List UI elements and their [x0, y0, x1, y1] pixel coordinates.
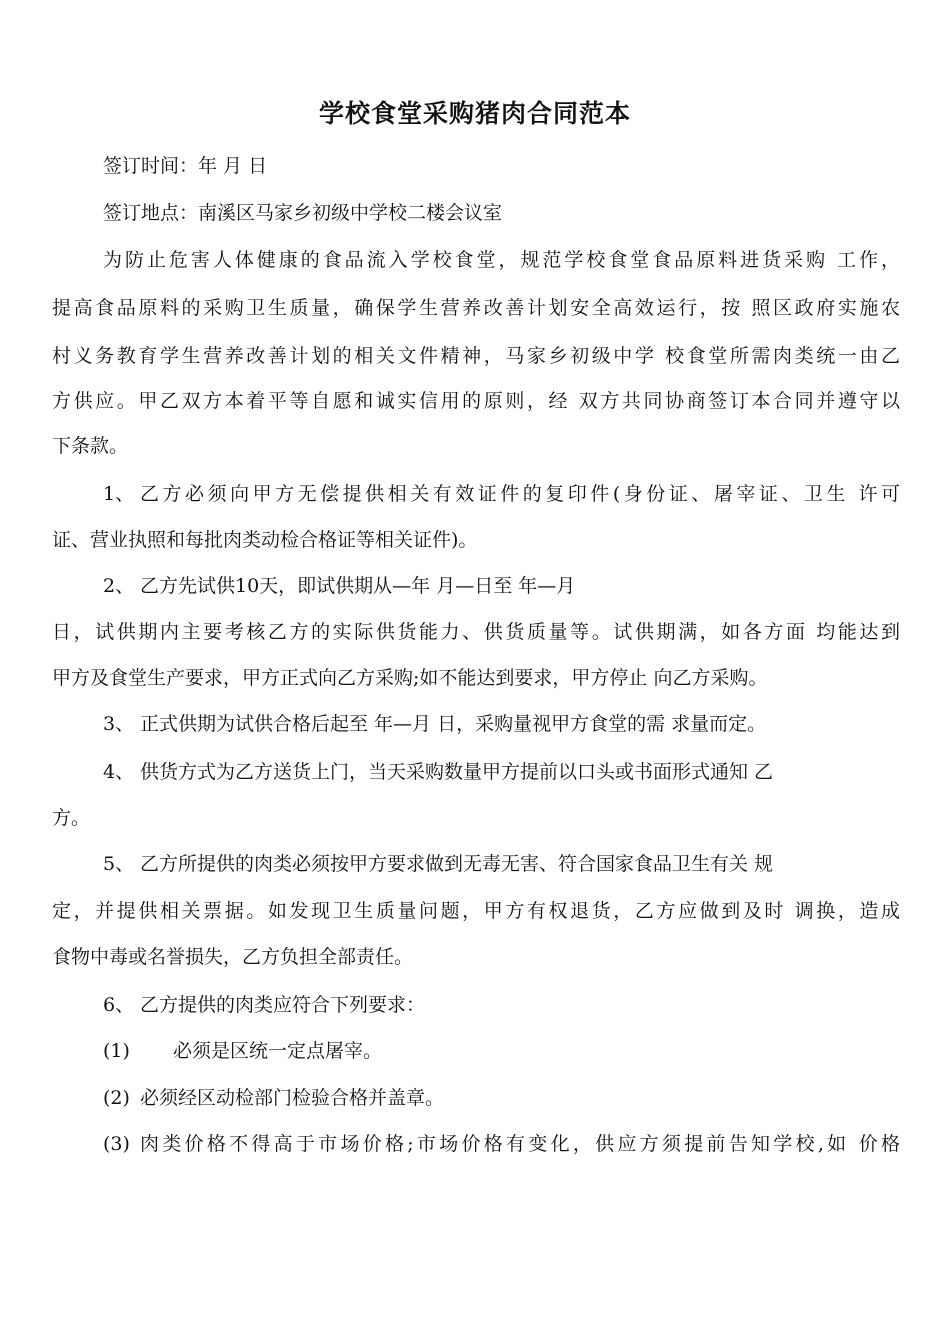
clause-number: 2、 — [103, 575, 135, 597]
clause-number: 6、 — [103, 994, 135, 1016]
clause-line: 日，试供期内主要考核乙方的实际供货能力、供货质量等。试供期满，如各方面 均能达到 — [52, 621, 900, 643]
clause-number: 3、 — [103, 713, 135, 735]
clause-number: 5、 — [103, 853, 135, 875]
intro-line: 提高食品原料的采购卫生质量，确保学生营养改善计划安全高效运行，按 照区政府实施农 — [52, 297, 900, 319]
intro-line: 下条款。 — [52, 435, 129, 457]
intro-line: 为防止危害人体健康的食品流入学校食堂，规范学校食堂食品原料进货采购 工作， — [103, 249, 900, 271]
clause-line: 供货方式为乙方送货上门，当天采购数量甲方提前以口头或书面形式通知 乙 — [140, 761, 774, 783]
clause-line: 方。 — [52, 807, 91, 829]
intro-line: 村义务教育学生营养改善计划的相关文件精神，马家乡初级中学 校食堂所需肉类统一由乙 — [52, 345, 900, 367]
clause-number: 4、 — [103, 761, 135, 783]
clause-number: 1、 — [103, 483, 135, 505]
requirement-number: (1) — [103, 1040, 130, 1062]
clause-line: 乙方必须向甲方无偿提供相关有效证件的复印件(身份证、屠宰证、卫生 许可 — [140, 483, 900, 505]
clause-line: 乙方提供的肉类应符合下列要求： — [140, 994, 426, 1016]
sign-place: 签订地点：南溪区马家乡初级中学校二楼会议室 — [103, 202, 503, 224]
requirement-number: (2) — [103, 1087, 130, 1109]
document-title: 学校食堂采购猪肉合同范本 — [318, 99, 631, 128]
clause-line: 甲方及食堂生产要求，甲方正式向乙方采购;如不能达到要求，甲方停止 向乙方采购。 — [52, 667, 768, 689]
requirement-text: 必须经区动检部门检验合格并盖章。 — [140, 1087, 445, 1109]
clause-line: 证、营业执照和每批肉类动检合格证等相关证件)。 — [52, 529, 478, 551]
clause-line: 正式供期为试供合格后起至 年—月 日，采购量视甲方食堂的需 求量而定。 — [140, 713, 767, 735]
requirement-text: 肉类价格不得高于市场价格;市场价格有变化，供应方须提前告知学校,如 价格 — [140, 1133, 900, 1155]
clause-line: 乙方所提供的肉类必须按甲方要求做到无毒无害、符合国家食品卫生有关 规 — [140, 853, 774, 875]
clause-line: 食物中毒或名誉损失，乙方负担全部责任。 — [52, 946, 414, 968]
requirement-number: (3) — [103, 1133, 130, 1155]
clause-line: 乙方先试供10天，即试供期从—年 月—日至 年—月 — [140, 575, 576, 597]
intro-line: 方供应。甲乙双方本着平等自愿和诚实信用的原则，经 双方共同协商签订本合同并遵守以 — [52, 390, 900, 412]
requirement-text: 必须是区统一定点屠宰。 — [173, 1040, 383, 1062]
sign-date: 签订时间：年 月 日 — [103, 155, 268, 177]
clause-line: 定，并提供相关票据。如发现卫生质量问题，甲方有权退货，乙方应做到及时 调换，造成 — [52, 900, 900, 922]
